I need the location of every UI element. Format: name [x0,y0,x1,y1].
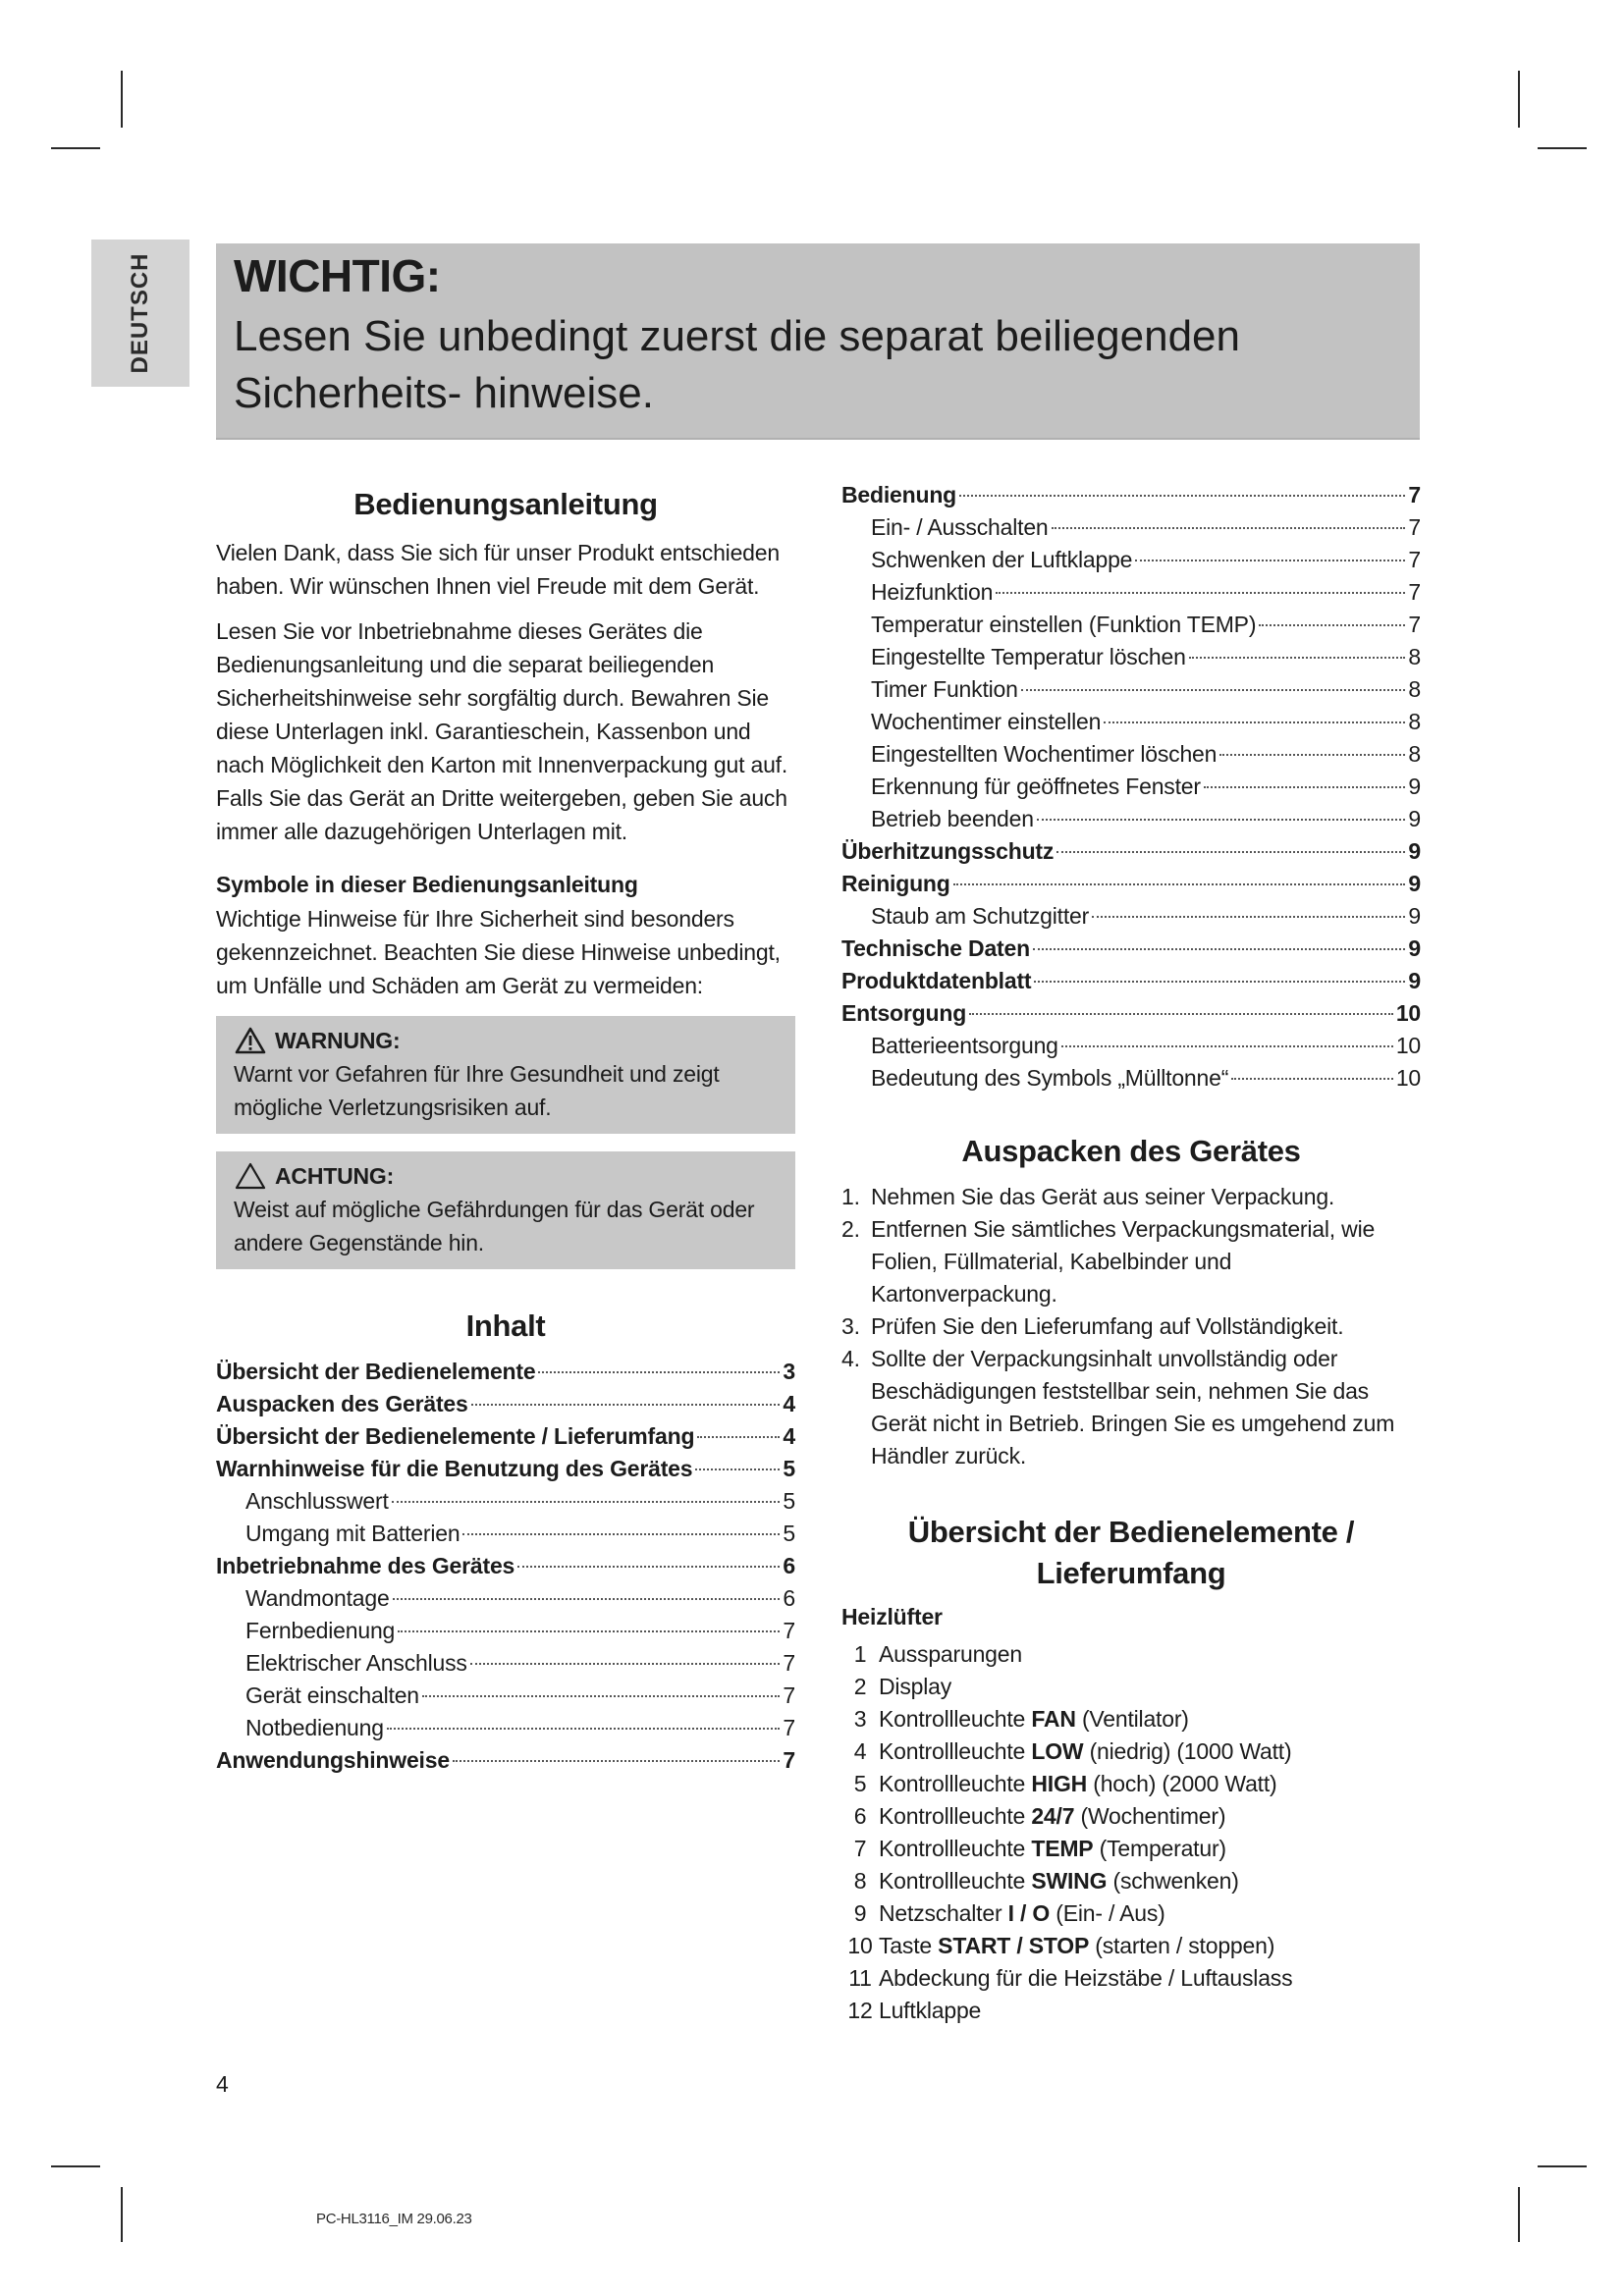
part-item [841,1671,1421,1703]
toc-entry-title: Inbetriebnahme des Gerätes [216,1553,515,1578]
document-code: PC-HL3116_IM 29.06.23 [316,2211,472,2227]
toc-entry-leader [697,1436,780,1438]
toc-entry-title: Heizfunktion [871,579,994,605]
toc-entry-title: Batterieentsorgung [871,1033,1058,1058]
toc-entry [841,803,1421,835]
toc-entry [841,706,1421,738]
part-item [841,1995,1421,2027]
part-keyword: START / STOP [938,1933,1090,1958]
toc-entry-title: Eingestellten Wochentimer löschen [871,741,1218,767]
toc-entry-title: Wochentimer einstellen [871,709,1102,734]
step-text: Nehmen Sie das Gerät aus seiner Verpackung. [871,1184,1335,1209]
toc-entry [841,479,1421,511]
toc-entry [216,1453,795,1485]
crop-mark [1538,147,1587,149]
warning-triangle-icon [234,1026,267,1055]
toc-entry-title: Umgang mit Batterien [245,1521,460,1546]
toc-entry-leader [996,592,1405,594]
part-label [879,1833,1226,1865]
banner-title: WICHTIG: [234,250,441,301]
step-text: Sollte der Verpackungsinhalt unvollständig oder Beschädigungen feststellbar sein, nehmen Sie das Gerät nicht in Betrieb. Bringen Sie es umgehend zum Händler zurück. [871,1346,1395,1468]
toc-entry-title: Bedeutung des Symbols „Mülltonne“ [871,1065,1229,1091]
toc-entry-leader [959,495,1405,497]
part-label-text: Kontrollleuchte [879,1836,1032,1861]
toc-entry-page: 7 [1408,612,1421,637]
part-item [841,1897,1421,1930]
part-label [879,1671,951,1703]
symbols-heading: Symbole in dieser Bedienungsanleitung [216,872,638,897]
part-label-text: Netzschalter [879,1900,1008,1926]
toc-entry-title: Schwenken der Luftklappe [871,547,1133,572]
part-keyword: I / O [1007,1900,1051,1926]
unpacking-step [841,1181,1421,1213]
part-label-text: Luftklappe [879,1998,982,2023]
caution-header [234,1159,782,1193]
toc-entry-leader [393,1598,781,1600]
toc-entry [216,1647,795,1680]
crop-mark [1518,71,1520,128]
part-number: 9 [853,1900,867,1926]
toc-entry-leader [1061,1045,1393,1047]
warning-title: WARNUNG: [275,1028,401,1053]
part-number: 11 [848,1965,872,1991]
part-item [841,1638,1421,1671]
toc-entry-page: 7 [1408,482,1421,507]
toc-entry [841,900,1421,933]
part-label [879,1638,1022,1671]
toc-entry-leader [1033,948,1405,950]
toc-entry [841,1062,1421,1095]
part-label-suffix: (Ventilator) [1075,1706,1189,1732]
part-keyword: LOW [1031,1738,1084,1764]
toc-entry [841,1030,1421,1062]
toc-entry-page: 7 [1408,579,1421,605]
toc-entry-title: Fernbedienung [245,1618,396,1643]
toc-entry-leader [1034,981,1405,983]
part-item [841,1865,1421,1897]
toc-entry-page: 7 [783,1618,795,1643]
unpacking-list [841,1181,1421,1472]
toc-entry [841,997,1421,1030]
toc-entry [216,1582,795,1615]
unpacking-step [841,1310,1421,1343]
toc-entry [216,1485,795,1518]
toc-entry-title: Ein- / Ausschalten [871,514,1049,540]
toc-entry-leader [398,1630,780,1632]
part-label-text: Kontrollleuchte [879,1771,1032,1796]
toc-entry-leader [471,1404,781,1406]
part-item [841,1800,1421,1833]
part-label-suffix: (schwenken) [1107,1868,1239,1894]
toc-entry-leader [538,1371,780,1373]
part-keyword: HIGH [1031,1771,1088,1796]
part-label-text: Taste [879,1933,939,1958]
toc-entry-leader [1021,689,1406,691]
part-label-text: Kontrollleuchte [879,1868,1032,1894]
toc-entry-title: Übersicht der Bedienelemente / Lieferumfang [216,1423,695,1449]
part-label-suffix: (Wochentimer) [1074,1803,1226,1829]
toc-entry-page: 4 [783,1391,795,1416]
toc-entry-page: 8 [1408,644,1421,669]
part-item [841,1703,1421,1735]
step-number: 4. [841,1346,860,1371]
toc-entry-leader [422,1695,781,1697]
part-label [879,1800,1225,1833]
toc-entry-leader [1052,527,1406,529]
step-number: 1. [841,1184,860,1209]
toc-entry-page: 8 [1408,676,1421,702]
toc-entry-leader [953,883,1406,885]
warning-text: Warnt vor Gefahren für Ihre Gesundheit und zeigt mögliche Verletzungsrisiken auf. [234,1061,720,1120]
toc-entry-title: Elektrischer Anschluss [245,1650,467,1676]
step-number: 2. [841,1216,860,1242]
toc-entry-page: 5 [783,1521,795,1546]
part-label [879,1865,1239,1897]
part-number: 12 [847,1998,873,2023]
read-first-paragraph: Lesen Sie vor Inbetriebnahme dieses Gerätes die Bedienungsanleitung und die separat beiliegenden Sicherheitshinweise sehr sorgfältig durch. Bewahren Sie diese Unterlagen inkl. Garantieschein, Kassenbon und nach Möglichkeit den Karton mit Innenverpackung gut auf. Falls Sie das Gerät an Dritte weitergeben, geben Sie auch immer alle dazugehörigen Unterlagen mit. [216,618,788,844]
toc-entry-page: 9 [1408,871,1421,896]
part-number: 4 [853,1738,867,1764]
toc-entry-leader [453,1760,780,1762]
toc-entry-page: 7 [1408,514,1421,540]
toc-entry-page: 9 [1408,935,1421,961]
toc-entry-page: 6 [783,1585,795,1611]
warning-box [216,1016,795,1134]
unpacking-heading: Auspacken des Gerätes [961,1134,1301,1168]
overview-heading-line1: Übersicht der Bedienelemente / [907,1515,1355,1549]
part-number: 8 [853,1868,867,1894]
toc-entry [841,673,1421,706]
toc-entry [216,1518,795,1550]
overview-heading-line2: Lieferumfang [1036,1556,1226,1590]
toc-entry-page: 7 [783,1715,795,1740]
part-label-text: Aussparungen [879,1641,1022,1667]
toc-entry-page: 4 [783,1423,795,1449]
manual-heading: Bedienungsanleitung [353,487,658,521]
toc-entry-page: 5 [783,1456,795,1481]
part-number: 7 [853,1836,867,1861]
step-text: Entfernen Sie sämtliches Verpackungsmaterial, wie Folien, Füllmaterial, Kabelbinder und Kartonverpackung. [871,1216,1376,1307]
toc-entry-page: 10 [1395,1033,1421,1058]
part-keyword: 24/7 [1031,1803,1075,1829]
toc-entry-page: 5 [783,1488,795,1514]
toc-entry-title: Produktdatenblatt [841,968,1032,993]
part-label [879,1735,1291,1768]
toc-entry [841,868,1421,900]
toc-entry-title: Technische Daten [841,935,1030,961]
toc-entry-leader [1204,786,1406,788]
part-label [879,1962,1292,1995]
part-item [841,1768,1421,1800]
toc-entry-leader [695,1468,780,1470]
toc-entry [841,576,1421,609]
crop-mark [1518,2187,1520,2242]
toc-entry [841,641,1421,673]
part-number: 6 [853,1803,867,1829]
toc-entry-page: 8 [1408,741,1421,767]
toc-entry [216,1712,795,1744]
crop-mark [121,71,123,128]
toc-entry-title: Betrieb beenden [871,806,1034,831]
overview-heading [841,1512,1421,1594]
toc-entry-leader [1104,721,1405,723]
part-number: 5 [853,1771,867,1796]
toc-entry-leader [1135,560,1405,561]
part-label [879,1995,981,2027]
toc-entry-title: Anschlusswert [245,1488,389,1514]
toc-entry-leader [1189,657,1406,659]
toc-entry-title: Anwendungshinweise [216,1747,450,1773]
toc-entry-title: Reinigung [841,871,950,896]
toc-entry-page: 8 [1408,709,1421,734]
toc-entry-title: Erkennung für geöffnetes Fenster [871,774,1201,799]
toc-entry-page: 9 [1408,903,1421,929]
part-label-text: Kontrollleuchte [879,1738,1032,1764]
toc-entry-page: 10 [1395,1065,1421,1091]
toc-entry-page: 9 [1408,806,1421,831]
toc-entry-page: 10 [1395,1000,1421,1026]
toc-entry [841,771,1421,803]
toc-entry-leader [1219,754,1405,756]
crop-mark [51,2165,100,2167]
toc-entry [841,609,1421,641]
part-item [841,1930,1421,1962]
toc-entry-title: Notbedienung [245,1715,384,1740]
toc-entry-leader [969,1013,1393,1015]
toc-entry-title: Warnhinweise für die Benutzung des Gerätes [216,1456,693,1481]
symbols-paragraph: Wichtige Hinweise für Ihre Sicherheit sind besonders gekennzeichnet. Beachten Sie diese Hinweise unbedingt, um Unfälle und Schäden am Gerät zu vermeiden: [216,906,781,998]
part-item [841,1735,1421,1768]
caution-title: ACHTUNG: [275,1163,395,1189]
left-column [216,479,795,1777]
toc-entry-page: 7 [783,1747,795,1773]
toc-entry-leader [1037,819,1406,821]
unpacking-step [841,1213,1421,1310]
part-label-suffix: (Ein- / Aus) [1050,1900,1165,1926]
toc-entry [841,965,1421,997]
language-tab [91,240,189,387]
toc-entry-leader [1092,916,1405,918]
toc-entry-leader [462,1533,780,1535]
part-label [879,1703,1189,1735]
part-item [841,1833,1421,1865]
toc-entry [841,544,1421,576]
toc-left-list [216,1356,795,1777]
crop-mark [51,147,100,149]
toc-entry [216,1356,795,1388]
toc-entry-leader [1231,1078,1393,1080]
toc-entry [841,738,1421,771]
part-label [879,1930,1274,1962]
toc-right-list [841,479,1421,1095]
part-label-suffix: (Temperatur) [1093,1836,1226,1861]
toc-entry-leader [470,1663,781,1665]
toc-entry-page: 6 [783,1553,795,1578]
part-keyword: FAN [1031,1706,1076,1732]
part-label [879,1768,1277,1800]
right-column [841,479,1421,2027]
part-label [879,1897,1165,1930]
toc-entry [841,511,1421,544]
toc-entry-leader [1056,851,1405,853]
warning-header [234,1024,782,1057]
toc-entry-title: Gerät einschalten [245,1682,419,1708]
toc-entry [216,1550,795,1582]
part-number: 3 [853,1706,867,1732]
toc-heading: Inhalt [465,1308,546,1343]
overview-subheading: Heizlüfter [841,1604,943,1629]
part-label-text: Kontrollleuchte [879,1803,1032,1829]
toc-entry-title: Timer Funktion [871,676,1018,702]
toc-entry-page: 9 [1408,774,1421,799]
part-label-text: Kontrollleuchte [879,1706,1032,1732]
toc-entry-page: 7 [783,1682,795,1708]
toc-entry-title: Eingestellte Temperatur löschen [871,644,1186,669]
toc-entry-title: Staub am Schutzgitter [871,903,1090,929]
toc-entry-page: 3 [783,1359,795,1384]
toc-entry-title: Bedienung [841,482,957,507]
language-label: DEUTSCH [127,252,153,374]
banner-text: Lesen Sie unbedingt zuerst die separat beiliegenden Sicherheits- hinweise. [234,312,1240,417]
parts-list [841,1638,1421,2027]
part-label-suffix: (hoch) (2000 Watt) [1087,1771,1277,1796]
page-number: 4 [216,2071,229,2097]
toc-entry-title: Wandmontage [245,1585,390,1611]
unpacking-step [841,1343,1421,1472]
toc-entry-page: 7 [1408,547,1421,572]
toc-entry-leader [387,1728,781,1730]
part-keyword: TEMP [1031,1836,1094,1861]
crop-mark [1538,2165,1587,2167]
important-banner [216,243,1420,438]
toc-entry-title: Übersicht der Bedienelemente [216,1359,536,1384]
toc-entry-page: 9 [1408,838,1421,864]
toc-entry-page: 9 [1408,968,1421,993]
toc-entry [216,1420,795,1453]
toc-entry [841,933,1421,965]
part-label-suffix: (starten / stoppen) [1089,1933,1275,1958]
toc-entry [216,1680,795,1712]
part-label-text: Abdeckung für die Heizstäbe / Luftauslass [879,1965,1293,1991]
toc-entry [216,1388,795,1420]
part-label-text: Display [879,1674,952,1699]
step-number: 3. [841,1313,860,1339]
crop-mark [121,2187,123,2242]
toc-entry-page: 7 [783,1650,795,1676]
step-text: Prüfen Sie den Lieferumfang auf Vollständigkeit. [871,1313,1344,1339]
caution-box [216,1151,795,1269]
part-keyword: SWING [1031,1868,1108,1894]
toc-entry [841,835,1421,868]
toc-entry-leader [392,1501,781,1503]
intro-paragraph: Vielen Dank, dass Sie sich für unser Produkt entschieden haben. Wir wünschen Ihnen viel Freude mit dem Gerät. [216,540,780,599]
caution-text: Weist auf mögliche Gefährdungen für das Gerät oder andere Gegenstände hin. [234,1197,755,1255]
toc-entry-title: Temperatur einstellen (Funktion TEMP) [871,612,1257,637]
toc-entry-title: Entsorgung [841,1000,967,1026]
toc-entry-title: Auspacken des Gerätes [216,1391,468,1416]
toc-entry-title: Überhitzungsschutz [841,838,1055,864]
part-item [841,1962,1421,1995]
caution-triangle-icon [234,1161,267,1191]
part-number: 10 [847,1933,873,1958]
part-number: 1 [853,1641,867,1667]
toc-entry-leader [1259,624,1405,626]
toc-entry [216,1615,795,1647]
part-label-suffix: (niedrig) (1000 Watt) [1083,1738,1292,1764]
toc-entry-leader [517,1566,780,1568]
toc-entry [216,1744,795,1777]
part-number: 2 [853,1674,867,1699]
